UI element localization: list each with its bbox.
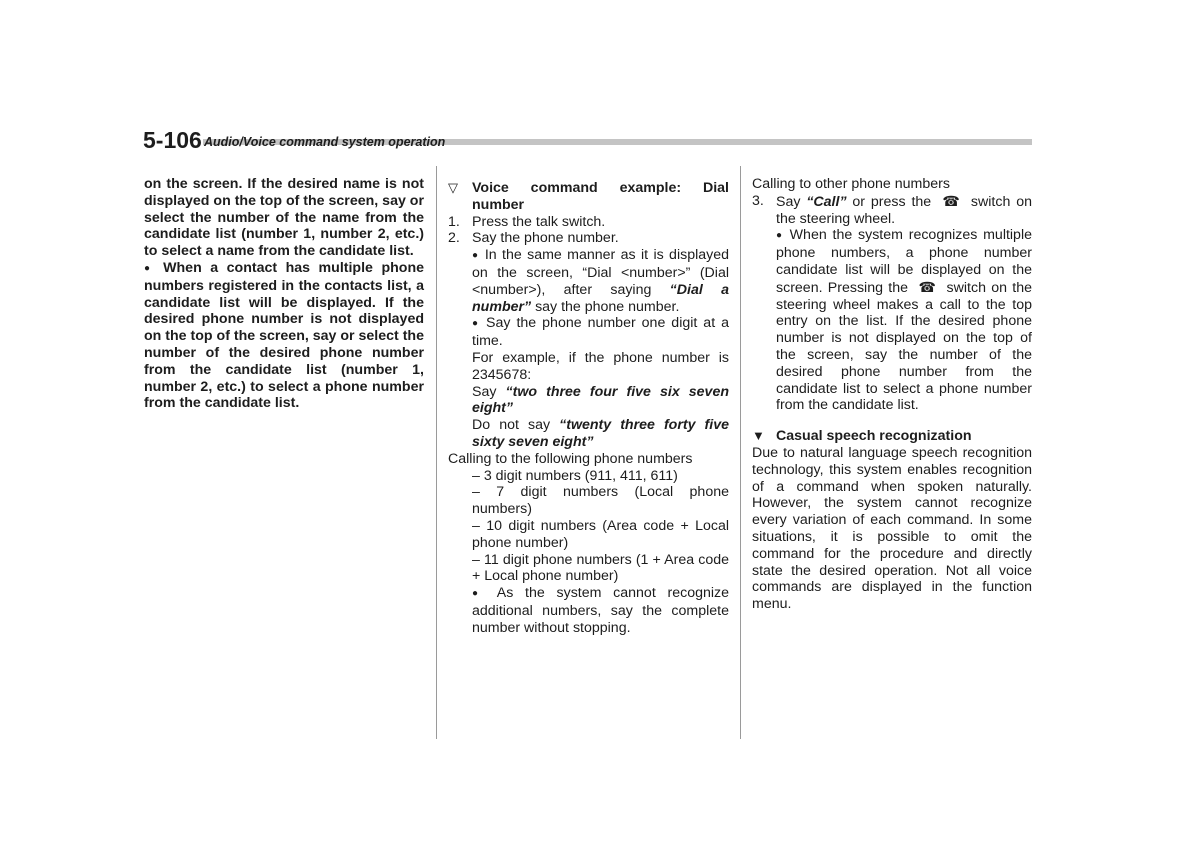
bullet-icon: ● bbox=[472, 588, 486, 600]
column-divider-1 bbox=[436, 166, 437, 739]
step-3-number: 3. bbox=[752, 192, 764, 209]
digit-list-item-4: – 11 digit phone numbers (1 + Area code + Local phone number) bbox=[472, 551, 729, 585]
col3-bullet-1-text-end: switch on the steering wheel makes a call to the top entry on the list. If the desired phone number is not displayed on the top of the screen, say the number of the desired phone number from the candidate list to select a phone number from the candidate list. bbox=[776, 279, 1032, 414]
step-3-mid: or press the bbox=[846, 193, 938, 210]
phone-handset-icon: ☎ bbox=[942, 192, 960, 209]
bullet-icon: ● bbox=[144, 262, 155, 274]
col2-bullet-2-text: Say the phone number one digit at a time. bbox=[472, 315, 729, 350]
page-number: 5-106 bbox=[143, 127, 202, 153]
col3-bullet-1 bbox=[752, 227, 1032, 414]
donot-say-label: Do not say bbox=[472, 417, 560, 434]
col3-bullet-1-text: When the system recognizes multiple phone numbers, a phone number candidate list will be displayed on the screen. Pressing the bbox=[776, 227, 1032, 296]
casual-speech-heading bbox=[752, 428, 1032, 445]
donot-say-example bbox=[448, 417, 729, 451]
dial-a-number-command: “Dial a number” bbox=[472, 281, 729, 315]
digit-list-item-2: – 7 digit numbers (Local phone numbers) bbox=[472, 484, 729, 518]
step-2-number: 2. bbox=[448, 230, 460, 247]
digit-list-item-1: – 3 digit numbers (911, 411, 611) bbox=[472, 467, 678, 484]
col2-bullet-1-text-end: say the phone number. bbox=[531, 298, 680, 315]
step-1-number: 1. bbox=[448, 213, 460, 230]
step-1-text: Press the talk switch. bbox=[472, 213, 606, 230]
calling-following-numbers: Calling to the following phone numbers bbox=[448, 450, 693, 467]
step-2-text: Say the phone number. bbox=[472, 230, 619, 247]
col2-bullet-1-text: In the same manner as it is displayed on the screen, “Dial <number>” (Dial <number>), after saying bbox=[472, 247, 729, 298]
step-3-say: Say bbox=[776, 193, 807, 210]
col1-paragraph-1: on the screen. If the desired name is not displayed on the top of the screen, say or select the number of the name from the candidate list (number 1, number 2, etc.) to select a name from the candidate list. bbox=[144, 176, 424, 260]
call-command: “Call” bbox=[806, 193, 847, 210]
section-title: Audio/Voice command system operation bbox=[204, 135, 446, 149]
bullet-icon: ● bbox=[776, 230, 784, 242]
say-label: Say bbox=[472, 383, 506, 400]
step-3 bbox=[752, 193, 1032, 228]
column-2 bbox=[448, 176, 729, 637]
casual-speech-heading-text: Casual speech recognization bbox=[776, 428, 972, 445]
step-3-text bbox=[776, 193, 1032, 228]
step-3-end: switch on the steering wheel. bbox=[776, 193, 1032, 227]
column-1 bbox=[144, 176, 424, 412]
say-command: “two three four five six seven eight” bbox=[472, 383, 729, 417]
col2-bullet-1 bbox=[448, 247, 729, 315]
col2-bullet-3 bbox=[448, 585, 729, 636]
voice-example-heading-text: Voice command example: Dial number bbox=[472, 180, 729, 213]
bullet-icon: ● bbox=[472, 250, 480, 262]
step-2 bbox=[448, 230, 729, 247]
col2-bullet-3-text: As the system cannot recognize additional numbers, say the complete number without stopping. bbox=[472, 585, 729, 636]
column-divider-2 bbox=[740, 166, 741, 739]
digit-list-item-3: – 10 digit numbers (Area code + Local phone number) bbox=[472, 517, 729, 551]
triangle-down-outline-icon: ▽ bbox=[448, 180, 458, 195]
col2-bullet-2 bbox=[448, 315, 729, 350]
phone-handset-icon: ☎ bbox=[918, 278, 936, 295]
casual-speech-body: Due to natural language speech recognition technology, this system enables recognition of a command when spoken naturally. However, the system cannot recognize every variation of each command. In some situations, it is possible to omit the command for the procedure and directly state the desired operation. Not all voice commands are displayed in the function menu. bbox=[752, 444, 1032, 613]
say-example bbox=[448, 384, 729, 418]
col1-bullet-text: When a contact has multiple phone numbers registered in the contacts list, a candidate list will be displayed. If the desired phone number is not displayed on the top of the screen, say or select the number of the desired phone number from the candidate list (number 1, number 2, etc.) to select a phone number from the candidate list. bbox=[144, 259, 424, 412]
triangle-down-filled-icon: ▼ bbox=[752, 428, 765, 444]
voice-example-heading bbox=[448, 180, 729, 214]
step-1 bbox=[448, 214, 729, 231]
bullet-icon: ● bbox=[472, 318, 481, 330]
page-header bbox=[143, 126, 1032, 154]
calling-other-numbers: Calling to other phone numbers bbox=[752, 176, 950, 192]
example-intro: For example, if the phone number is 2345678: bbox=[472, 349, 729, 383]
col1-bullet-paragraph bbox=[144, 260, 424, 412]
column-3 bbox=[752, 176, 1032, 613]
donot-say-command: “twenty three forty five sixty seven eight” bbox=[472, 417, 729, 450]
